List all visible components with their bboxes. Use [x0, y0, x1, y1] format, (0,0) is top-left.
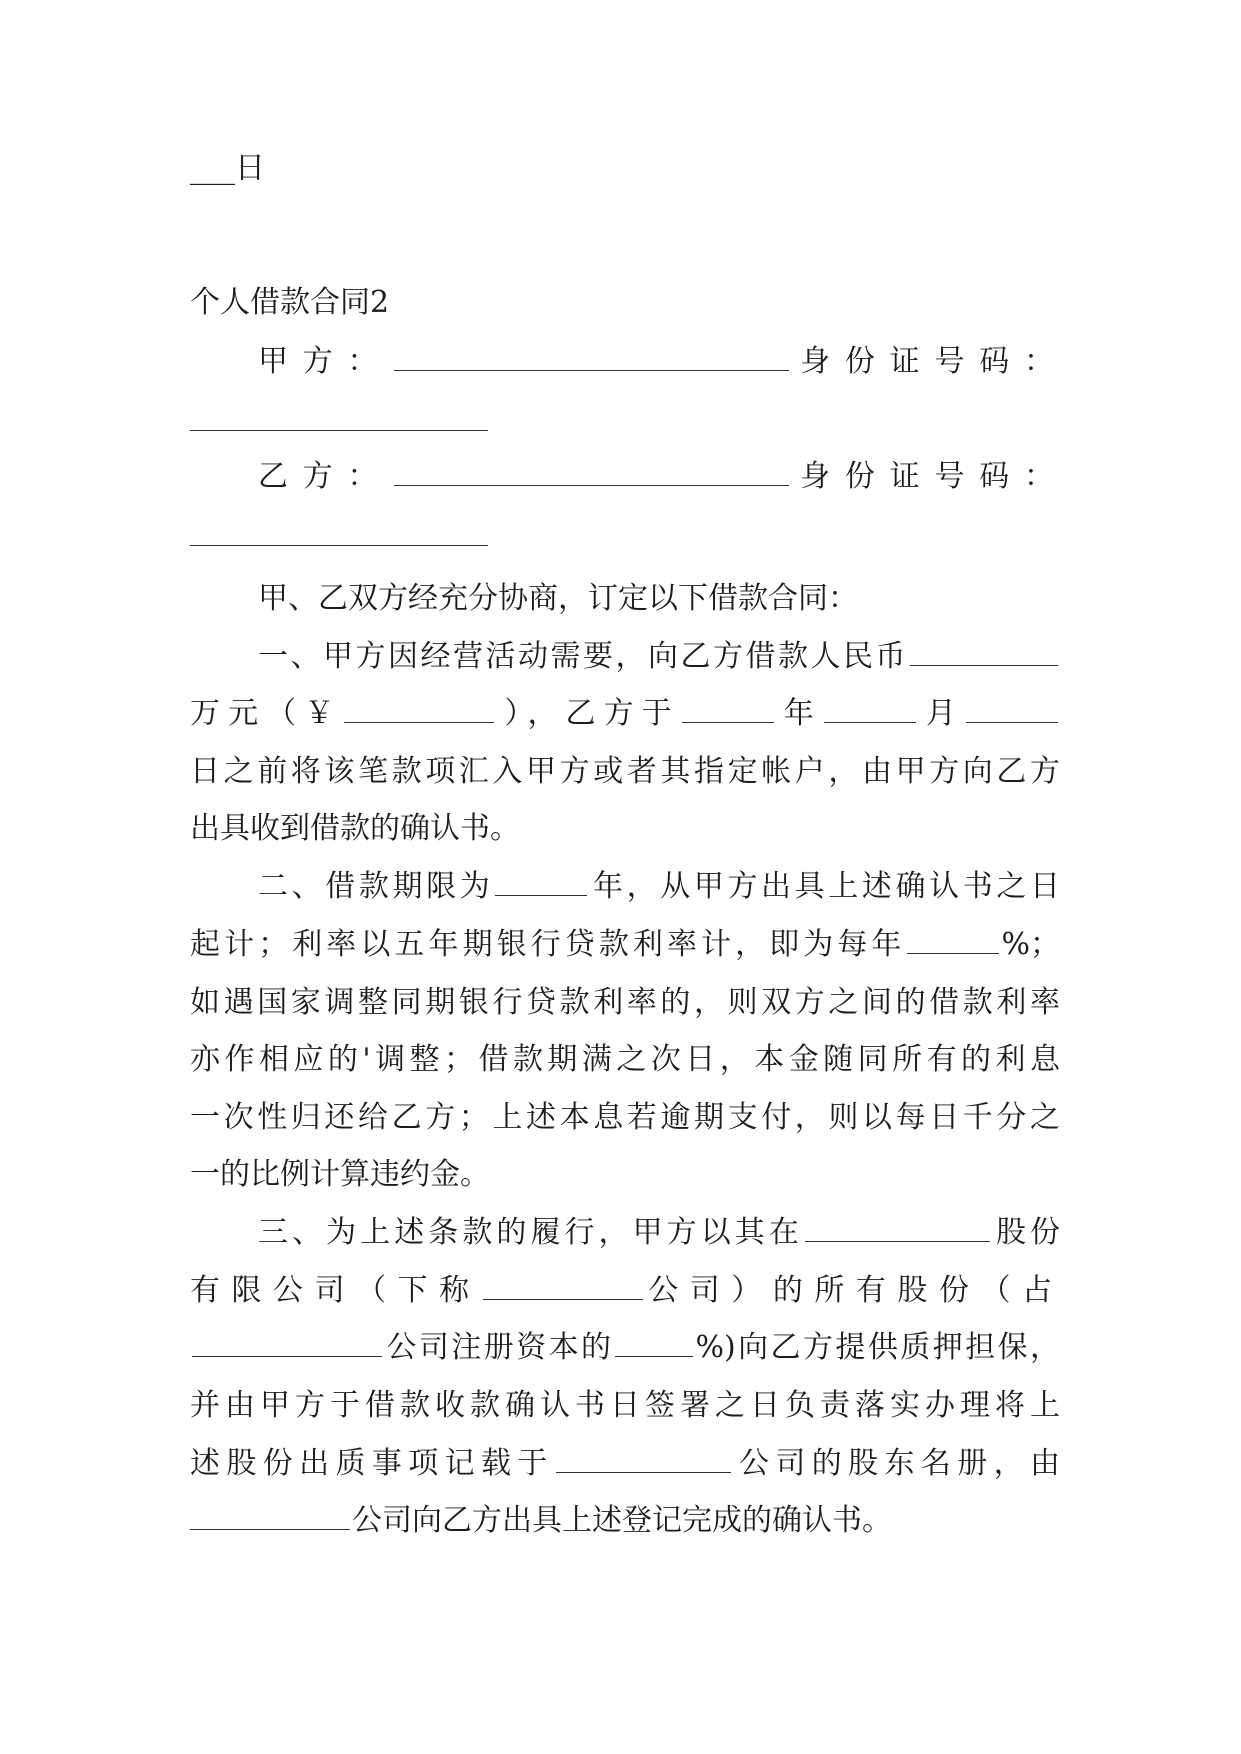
- party-a-name-blank[interactable]: [394, 346, 789, 371]
- clause1-line3: 日之前将该笔款项汇入甲方或者其指定帐户，由甲方向乙方: [190, 755, 1060, 789]
- date-tail: ___日: [190, 152, 265, 186]
- share-percent-blank[interactable]: [615, 1332, 693, 1357]
- clause2-line6: 一的比例计算违约金。: [190, 1158, 490, 1192]
- loan-amount-figure-blank[interactable]: [344, 698, 494, 723]
- loan-amount-blank[interactable]: [910, 641, 1058, 666]
- loan-term-blank[interactable]: [495, 871, 587, 896]
- transfer-month-blank[interactable]: [824, 698, 916, 723]
- party-a-line: [258, 345, 1060, 379]
- interest-rate-blank[interactable]: [907, 929, 999, 954]
- company-name-blank[interactable]: [805, 1217, 990, 1242]
- clause1-line1: 一、甲方因经营活动需要，向乙方借款人民币: [258, 640, 1060, 674]
- transfer-day-blank[interactable]: [966, 698, 1058, 723]
- party-a-id-blank[interactable]: [190, 430, 488, 431]
- party-a-id-label: 身份证号码：: [791, 345, 1060, 379]
- clause2-line4: 亦作相应的'调整；借款期满之次日，本金随同所有的利息: [190, 1043, 1060, 1077]
- clause2-line1: 二、借款期限为 年，从甲方出具上述确认书之日: [258, 870, 1060, 904]
- party-b-id-blank[interactable]: [190, 545, 488, 546]
- clause3-line1: 三、为上述条款的履行，甲方以其在 股份: [258, 1216, 1060, 1250]
- clause3-line3: 公司注册资本的 %)向乙方提供质押担保，: [190, 1331, 1060, 1365]
- clause3-line2: 有限公司（下称 公司）的所有股份（占: [190, 1274, 1060, 1308]
- clause2-line5: 一次性归还给乙方；上述本息若逾期支付，则以每日千分之: [190, 1101, 1060, 1135]
- issuing-company-blank[interactable]: [190, 1505, 350, 1530]
- intro-text: 甲、乙双方经充分协商，订定以下借款合同：: [258, 582, 858, 616]
- clause3-line4: 并由甲方于借款收款确认书日签署之日负责落实办理将上: [190, 1389, 1060, 1423]
- register-company-blank[interactable]: [556, 1448, 731, 1473]
- party-b-label: 乙方：: [258, 460, 393, 494]
- party-b-id-label: 身份证号码：: [791, 460, 1060, 494]
- clause3-line6: 公司向乙方出具上述登记完成的确认书。: [190, 1504, 1060, 1538]
- transfer-year-blank[interactable]: [682, 698, 774, 723]
- clause1-line2: 万元（￥ ），乙方于 年 月: [190, 697, 1060, 731]
- party-a-label: 甲方：: [258, 345, 393, 379]
- party-b-name-blank[interactable]: [394, 461, 789, 486]
- clause2-line2: 起计；利率以五年期银行贷款利率计，即为每年 %；: [190, 928, 1060, 962]
- clause1-line4: 出具收到借款的确认书。: [190, 812, 520, 846]
- party-b-line: [258, 460, 1060, 494]
- clause3-line5: 述股份出质事项记载于 公司的股东名册，由: [190, 1447, 1060, 1481]
- pledge-company-blank[interactable]: [192, 1332, 382, 1357]
- document-title: 个人借款合同2: [190, 286, 390, 320]
- company-short-name-blank[interactable]: [483, 1275, 643, 1300]
- clause2-line3: 如遇国家调整同期银行贷款利率的，则双方之间的借款利率: [190, 986, 1060, 1020]
